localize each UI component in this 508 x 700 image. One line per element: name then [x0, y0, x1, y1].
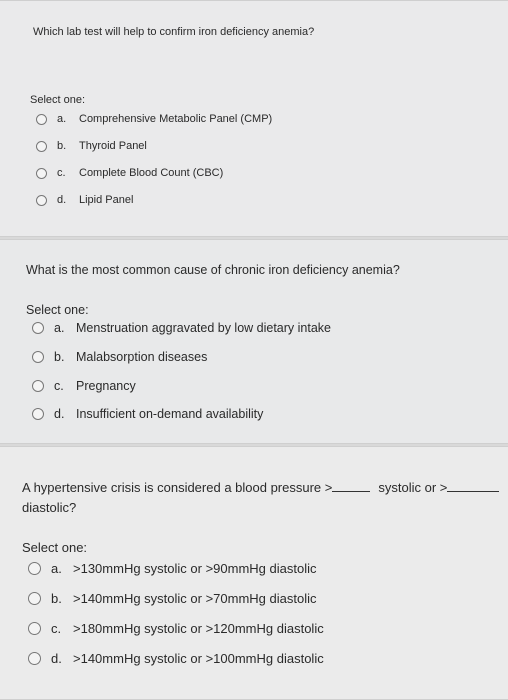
select-one-label: Select one: [26, 303, 89, 317]
option-text: Menstruation aggravated by low dietary intake [76, 321, 332, 335]
option-letter: c. [57, 167, 66, 179]
question-card-1 [0, 0, 508, 237]
option-text: Insufficient on-demand availability [76, 407, 264, 421]
question-card-2 [0, 239, 508, 444]
answer-option-a[interactable] [36, 113, 272, 125]
option-letter: a. [54, 321, 65, 335]
answer-option-d[interactable] [32, 407, 263, 421]
option-text: Comprehensive Metabolic Panel (CMP) [79, 113, 273, 125]
radio-button[interactable] [36, 168, 47, 179]
select-one-label: Select one: [22, 540, 88, 555]
radio-button[interactable] [36, 141, 47, 152]
radio-button[interactable] [36, 195, 47, 206]
answer-option-b[interactable] [32, 350, 207, 364]
option-letter: a. [51, 561, 62, 576]
answer-option-c[interactable] [32, 379, 136, 393]
option-letter: c. [54, 379, 64, 393]
option-text: Thyroid Panel [79, 140, 147, 152]
radio-button[interactable] [28, 622, 41, 635]
question-text-part-2: systolic or > [378, 480, 448, 495]
answer-option-d[interactable] [28, 651, 324, 666]
radio-button[interactable] [32, 408, 44, 420]
answer-option-c[interactable] [28, 621, 324, 636]
question-text: What is the most common cause of chronic iron deficiency anemia? [26, 263, 400, 277]
option-letter: b. [54, 350, 65, 364]
radio-button[interactable] [32, 380, 44, 392]
radio-button[interactable] [28, 592, 41, 605]
answer-option-c[interactable] [36, 167, 223, 179]
radio-button[interactable] [36, 114, 47, 125]
radio-button[interactable] [28, 562, 41, 575]
question-text-line-1 [22, 479, 499, 497]
option-letter: d. [51, 651, 62, 666]
question-text: Which lab test will help to confirm iron deficiency anemia? [33, 26, 315, 38]
option-text: Pregnancy [76, 379, 136, 393]
blank-1 [332, 491, 370, 492]
option-text: Complete Blood Count (CBC) [79, 167, 224, 179]
answer-option-b[interactable] [36, 140, 147, 152]
radio-button[interactable] [32, 322, 44, 334]
blank-2 [447, 491, 499, 492]
option-text: Lipid Panel [79, 194, 134, 206]
option-letter: d. [57, 194, 67, 206]
option-letter: b. [57, 140, 67, 152]
question-text-part-1: A hypertensive crisis is considered a blood pressure > [22, 480, 333, 495]
answer-option-a[interactable] [28, 561, 316, 576]
question-text-part-3: diastolic? [22, 500, 77, 515]
option-text: >140mmHg systolic or >100mmHg diastolic [73, 651, 324, 666]
question-card-3 [0, 446, 508, 700]
option-letter: d. [54, 407, 65, 421]
option-text: >140mmHg systolic or >70mmHg diastolic [73, 591, 317, 606]
option-letter: b. [51, 591, 62, 606]
radio-button[interactable] [32, 351, 44, 363]
answer-option-b[interactable] [28, 591, 316, 606]
select-one-label: Select one: [30, 94, 86, 106]
radio-button[interactable] [28, 652, 41, 665]
option-letter: a. [57, 113, 67, 125]
option-text: Malabsorption diseases [76, 350, 208, 364]
answer-option-d[interactable] [36, 194, 133, 206]
answer-option-a[interactable] [32, 321, 331, 335]
option-text: >180mmHg systolic or >120mmHg diastolic [73, 621, 324, 636]
option-text: >130mmHg systolic or >90mmHg diastolic [73, 561, 317, 576]
option-letter: c. [51, 621, 62, 636]
